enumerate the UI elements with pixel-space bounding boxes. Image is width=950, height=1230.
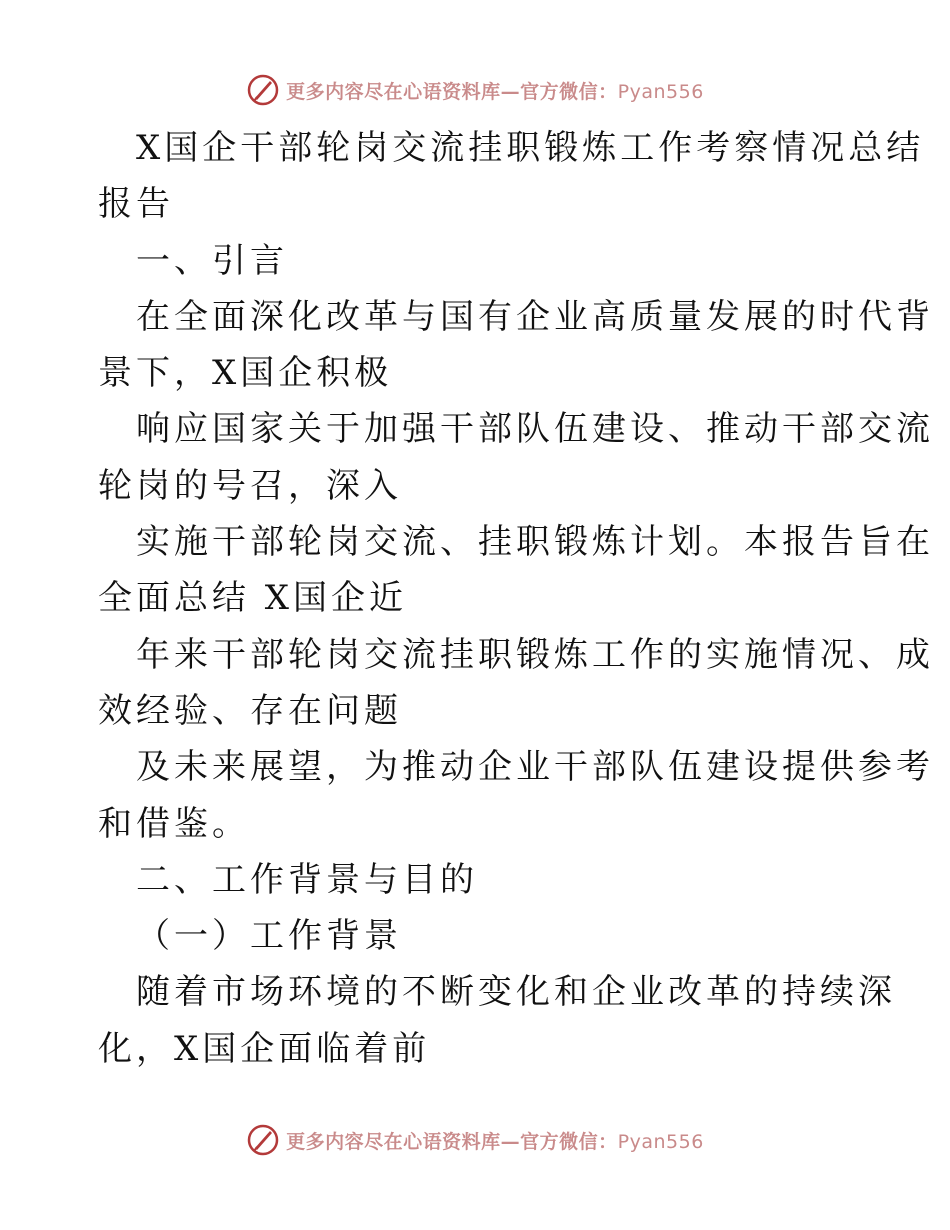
text-line: 轮岗的号召，深入	[98, 465, 402, 506]
text-line: （一）工作背景	[136, 916, 402, 957]
text-line: 效经验、存在问题	[98, 690, 402, 731]
quill-pen-circle-icon	[246, 1123, 280, 1157]
text-line: 年来干部轮岗交流挂职锻炼工作的实施情况、成	[136, 634, 934, 675]
watermark-text: 更多内容尽在心语资料库—官方微信：Pyan556	[286, 1130, 704, 1153]
text-line: X国企干部轮岗交流挂职锻炼工作考察情况总结	[136, 128, 925, 168]
page-header-watermark	[0, 70, 950, 110]
document-body	[98, 120, 934, 1077]
text-line: 和借鉴。	[98, 803, 250, 844]
text-line: 随着市场环境的不断变化和企业改革的持续深	[136, 972, 896, 1013]
text-line: 一、引言	[136, 240, 288, 281]
text-line: 化，X国企面临着前	[98, 1028, 431, 1069]
text-line: 在全面深化改革与国有企业高质量发展的时代背	[136, 296, 934, 337]
page-footer-watermark	[0, 1120, 950, 1160]
text-line: 全面总结 X国企近	[98, 578, 408, 619]
text-line: 景下，X国企积极	[98, 353, 393, 394]
quill-pen-circle-icon	[246, 73, 280, 107]
text-line: 报告	[98, 184, 174, 225]
watermark-text: 更多内容尽在心语资料库—官方微信：Pyan556	[286, 80, 704, 103]
text-line: 实施干部轮岗交流、挂职锻炼计划。本报告旨在	[136, 522, 934, 563]
text-line: 及未来展望，为推动企业干部队伍建设提供参考	[136, 747, 934, 788]
text-line: 二、工作背景与目的	[136, 859, 478, 900]
text-line: 响应国家关于加强干部队伍建设、推动干部交流	[136, 409, 934, 450]
